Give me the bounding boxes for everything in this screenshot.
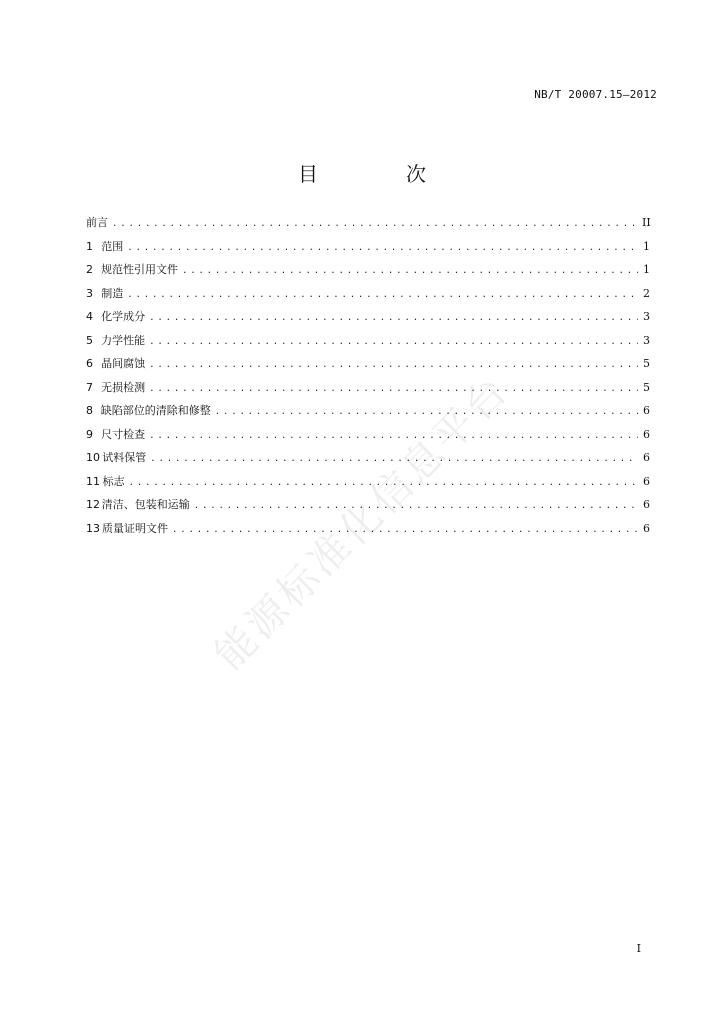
toc-entry-label: 制造 [101,286,124,300]
toc-entry-number: 4 [86,310,93,323]
toc-entry-label: 无损检测 [101,380,146,394]
toc-entry-label: 力学性能 [101,333,146,347]
toc-entry[interactable] [86,335,650,359]
toc-entry[interactable] [86,217,650,241]
toc-entry-number: 13 [86,521,100,535]
toc-entry-number: 12 [86,498,100,511]
toc-dot-leader [149,429,638,442]
toc-entry-page: 2 [643,286,650,300]
toc-entry-label: 质量证明文件 [102,521,169,535]
toc-dot-leader [112,217,638,230]
toc-entry[interactable] [86,311,650,335]
toc-entry-label: 试料保管 [102,451,147,464]
toc-dot-leader [149,382,638,395]
toc-entry-page: 6 [643,498,650,511]
toc-entry[interactable] [86,382,650,406]
toc-entry-page: 1 [643,263,650,276]
watermark: 能源标准化信息平台 [206,366,519,679]
toc-entry-number: 3 [86,286,93,300]
toc-dot-leader [149,311,638,324]
toc-entry[interactable] [86,264,650,288]
toc-entry-label: 缺陷部位的清除和修整 [100,404,211,417]
toc-entry-label: 化学成分 [101,310,146,323]
toc-entry-page: 6 [643,521,650,535]
toc-entry[interactable] [86,405,650,429]
toc-entry-page: 5 [643,380,650,394]
toc-entry-label: 范围 [101,239,124,253]
toc-entry-page: 6 [643,404,650,417]
page-title: 目 次 [298,162,460,186]
toc-entry-label: 前言 [86,216,108,229]
toc-entry-number: 2 [86,263,93,276]
toc-dot-leader [172,523,638,536]
toc-entry-number: 6 [86,357,93,370]
toc-entry-label: 规范性引用文件 [100,263,178,276]
toc-entry-number: 9 [86,427,93,441]
page-number: I [636,942,641,955]
toc-dot-leader [149,358,638,371]
toc-entry[interactable] [86,241,650,265]
toc-entry-label: 清洁、包装和运输 [101,498,190,511]
toc-entry-number: 5 [86,333,93,347]
toc-entry-page: II [642,216,651,229]
toc-entry-number: 10 [86,451,100,464]
toc-entry-page: 6 [643,474,650,488]
toc-entry[interactable] [86,288,650,312]
toc-entry-page: 3 [643,333,650,347]
toc-entry[interactable] [86,358,650,382]
toc-entry-number: 8 [86,404,93,417]
toc-entry-page: 3 [643,310,650,323]
toc-entry-label: 标志 [102,474,125,488]
toc-dot-leader [127,288,638,301]
toc-entry-label: 尺寸检查 [101,427,146,441]
toc-entry-page: 6 [643,427,650,441]
toc-entry[interactable] [86,429,650,453]
toc-dot-leader [149,335,638,348]
toc-entry-page: 1 [643,239,650,253]
standard-code-header: NB/T 20007.15—2012 [534,88,657,101]
toc-entry-number: 1 [86,239,93,253]
toc-dot-leader [182,264,638,277]
toc-dot-leader [127,241,638,254]
toc-entry-page: 5 [643,357,650,370]
toc-entry-number: 11 [86,474,100,488]
toc-entry-number: 7 [86,380,93,394]
toc-entry-label: 晶间腐蚀 [101,357,146,370]
toc-entry-page: 6 [643,451,650,464]
